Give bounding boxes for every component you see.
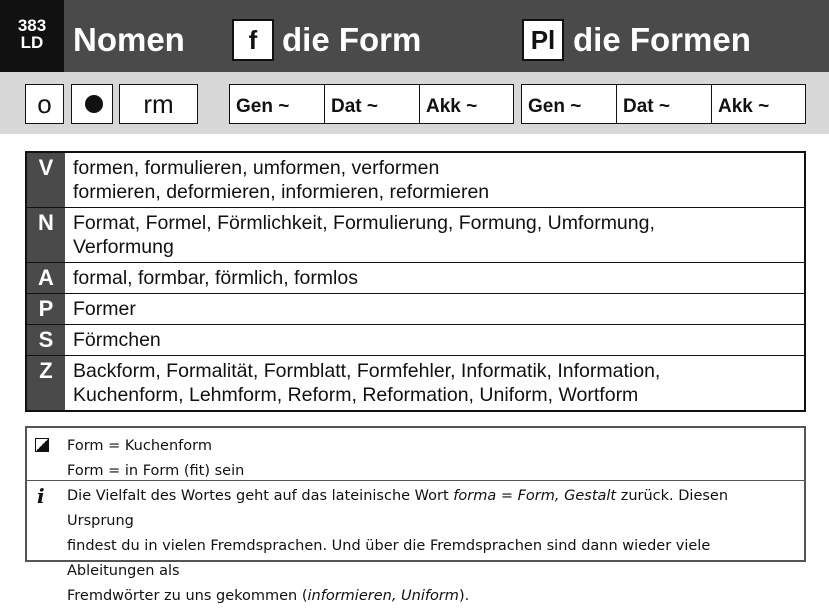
row-line: Former [73, 298, 136, 320]
table-row-adjectives [27, 263, 804, 294]
word-family-table [25, 151, 806, 412]
entry-header [0, 0, 829, 72]
row-code: A [27, 263, 65, 293]
usage-line: Form = in Form (fit) sein [67, 463, 245, 479]
info-text: Die Vielfalt des Wortes geht auf das lateinische Wort [67, 488, 454, 504]
row-words [65, 263, 804, 293]
ending-cell-3: rm [119, 84, 198, 124]
row-code: P [27, 294, 65, 324]
row-line: formieren, deformieren, informieren, reformieren [73, 181, 490, 203]
notes-box [25, 426, 806, 604]
info-text: Fremdwörter zu uns gekommen ( [67, 588, 308, 604]
row-line: Backform, Formalität, Formblatt, Formfehler, Informatik, Information, [73, 360, 661, 382]
usage-line: Form = Kuchenform [67, 438, 212, 454]
row-words [65, 356, 804, 410]
row-code: N [27, 208, 65, 262]
usage-note [35, 434, 244, 484]
row-line: formen, formulieren, umformen, verformen [73, 157, 440, 179]
info-line: findest du in vielen Fremdsprachen. Und über die Fremdsprachen sind dann wieder viele Ableitungen als [67, 538, 711, 579]
table-row-verbs [27, 153, 804, 208]
loanword-examples: informieren, Uniform [307, 588, 459, 604]
row-line: Förmchen [73, 329, 161, 351]
plural-form: die Formen [573, 21, 751, 58]
notes-divider [27, 480, 804, 481]
singular-dative: Dat ~ [324, 84, 420, 124]
row-words [65, 208, 804, 262]
latin-origin: forma = Form, Gestalt [453, 488, 617, 504]
row-words [65, 153, 804, 207]
page-code: LD [20, 33, 44, 52]
row-code: Z [27, 356, 65, 410]
page-number: 383 [17, 16, 47, 35]
row-words [65, 325, 804, 355]
table-row-compounds [27, 356, 804, 410]
plural-box: Pl [522, 19, 564, 61]
ending-cell-2 [71, 84, 113, 124]
info-text: ). [458, 588, 470, 604]
table-row-diminutive [27, 325, 804, 356]
filled-dot-icon [85, 95, 103, 113]
singular-form: die Form [282, 21, 422, 58]
table-row-nouns [27, 208, 804, 263]
word-class-title: Nomen [73, 21, 185, 58]
row-code: V [27, 153, 65, 207]
plural-dative: Dat ~ [616, 84, 712, 124]
plural-genitive: Gen ~ [521, 84, 617, 124]
row-code: S [27, 325, 65, 355]
row-line: Kuchenform, Lehmform, Reform, Reformation, Uniform, Wortform [73, 384, 639, 406]
info-note [35, 484, 795, 609]
page-number-box [0, 0, 64, 72]
info-i-icon: i [37, 484, 45, 508]
half-filled-square-icon [35, 438, 49, 452]
row-line: Format, Formel, Förmlichkeit, Formulierung, Formung, Umformung, [73, 212, 655, 234]
table-row-persons [27, 294, 804, 325]
row-line: formal, formbar, förmlich, formlos [73, 267, 358, 289]
gender-box: f [232, 19, 274, 61]
ending-cell-1: o [25, 84, 64, 124]
info-text: zurück. Diesen Ursprung [67, 488, 729, 529]
row-words [65, 294, 804, 324]
singular-genitive: Gen ~ [229, 84, 325, 124]
info-line [67, 484, 795, 534]
row-line: Verformung [73, 236, 174, 258]
plural-accusative: Akk ~ [711, 84, 806, 124]
singular-accusative: Akk ~ [419, 84, 514, 124]
